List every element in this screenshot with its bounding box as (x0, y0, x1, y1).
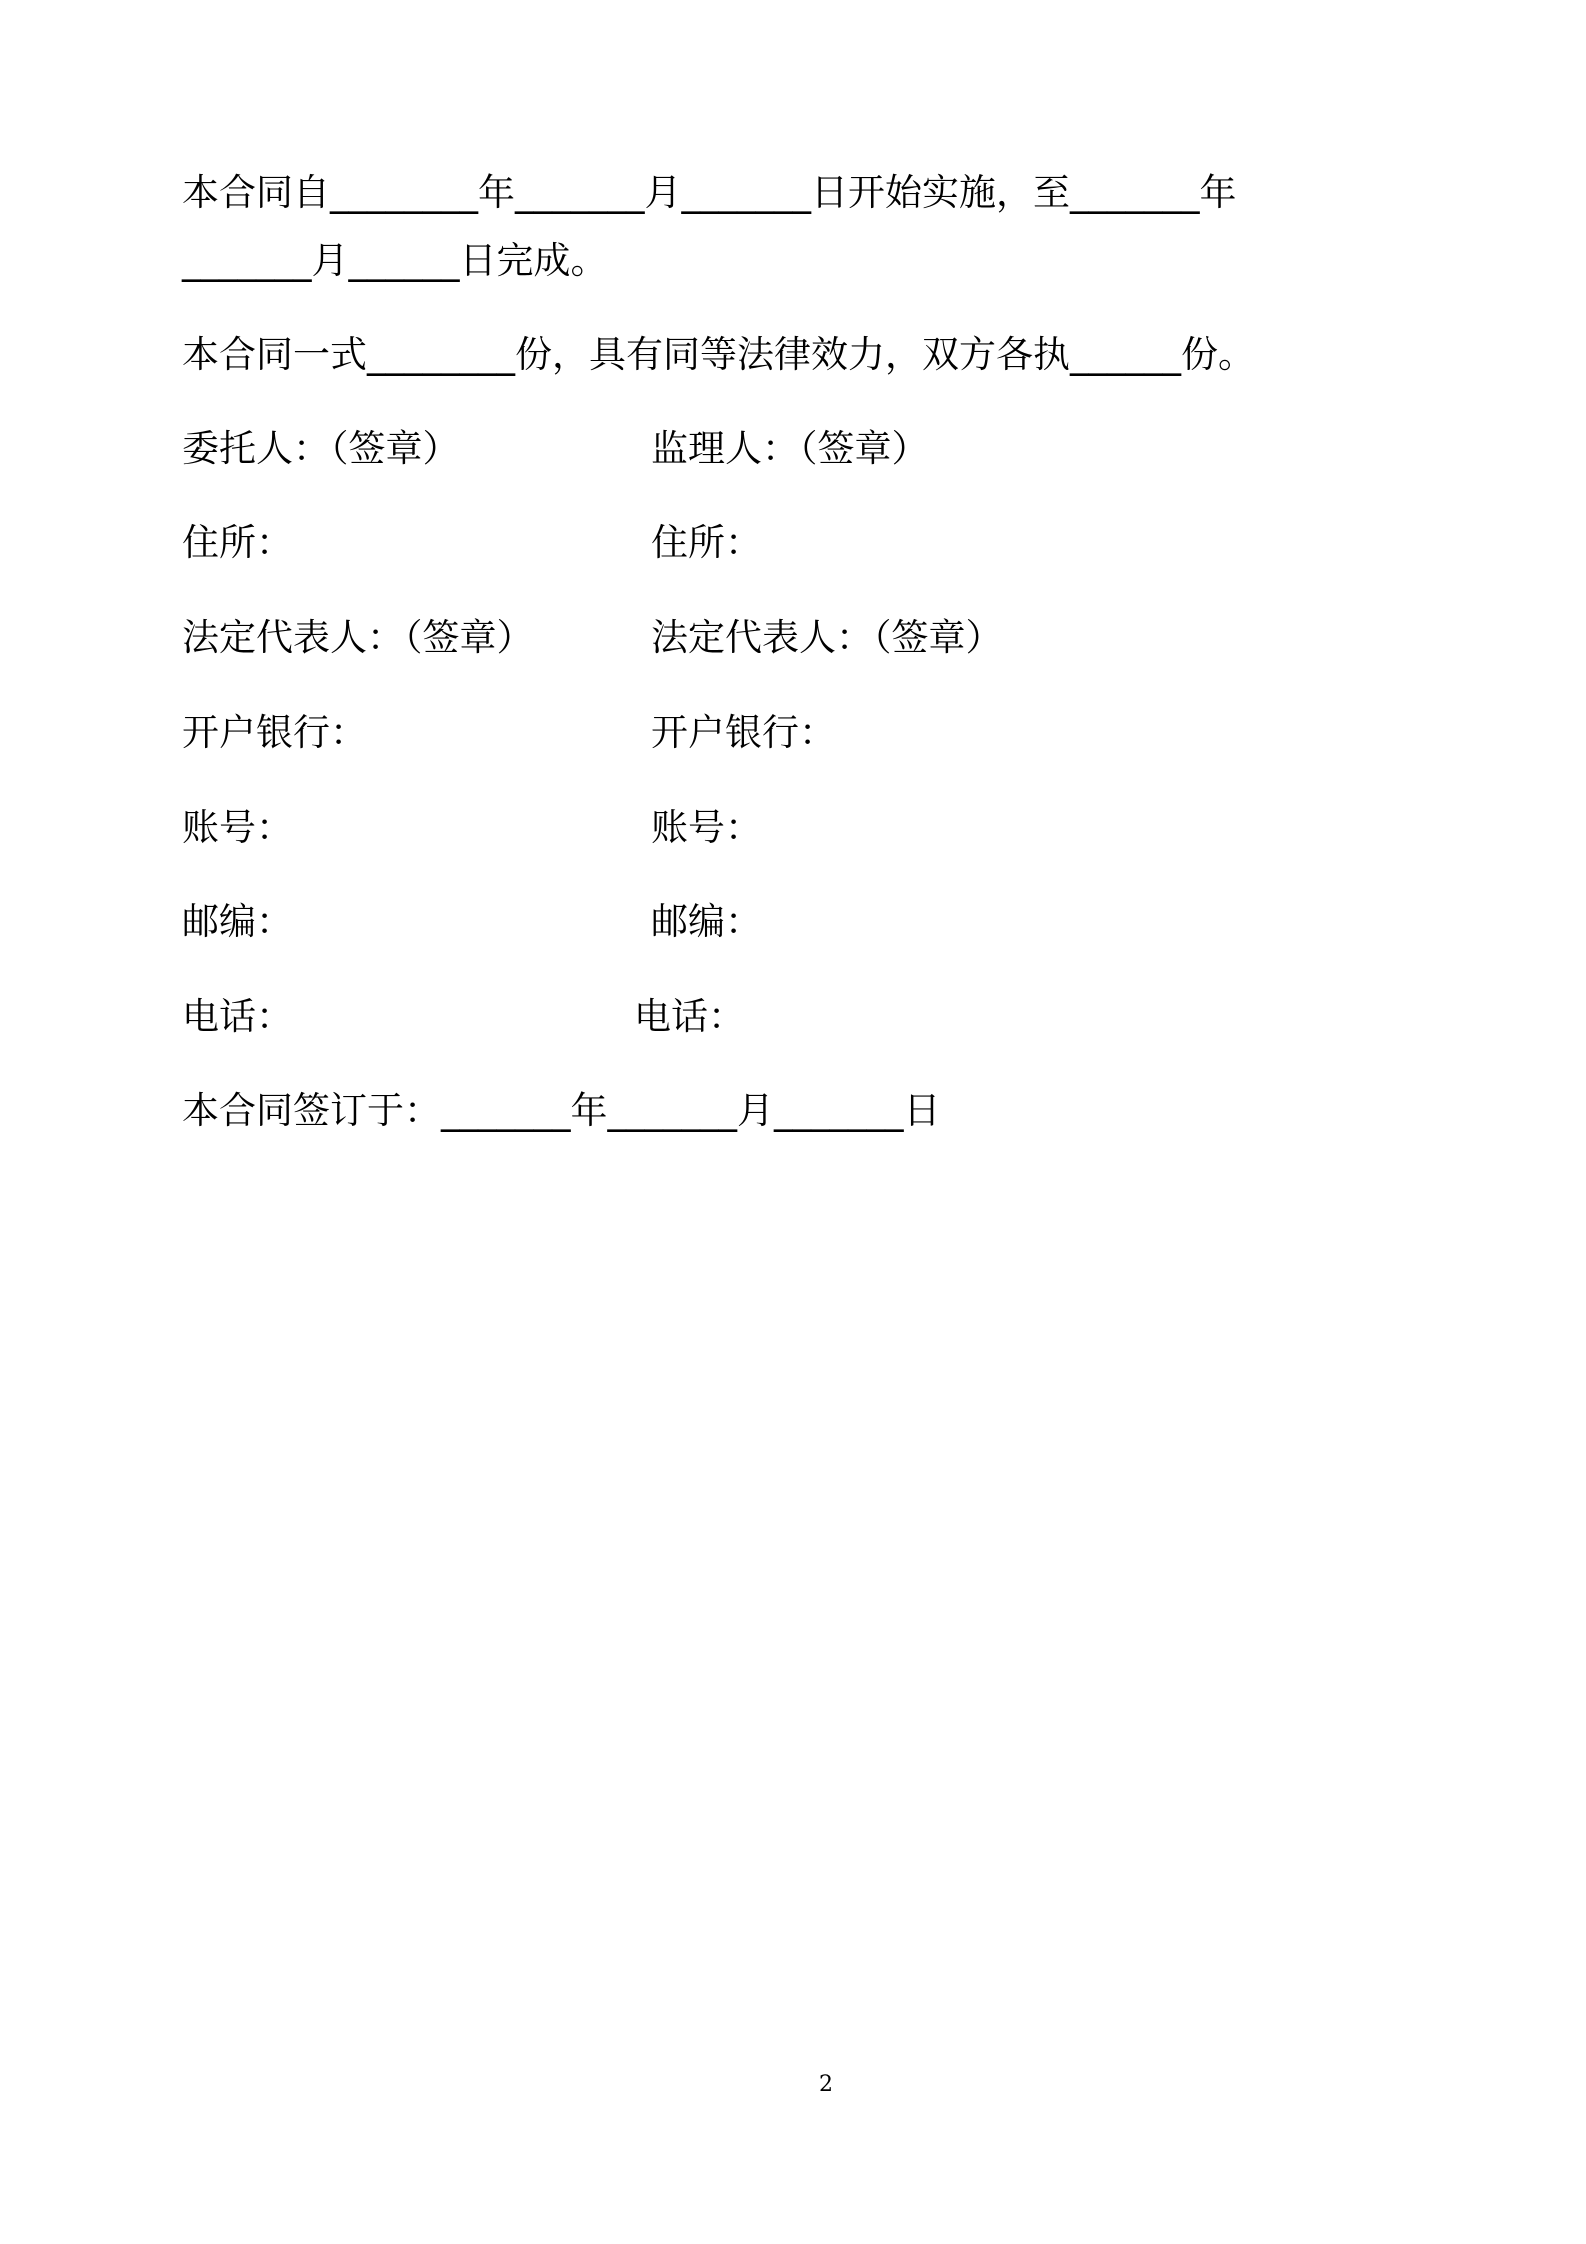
contract-period-line-1: 本合同自________年_______月_______日开始实施，至_______年 (182, 171, 1237, 214)
contract-period-line-2: _______月______日完成。 (182, 239, 608, 282)
contract-copies-line: 本合同一式________份，具有同等法律效力，双方各执______份。 (182, 333, 1255, 376)
supervisor-account-label: 账号： (651, 806, 762, 849)
client-signature-label: 委托人：（签章） (182, 427, 460, 470)
supervisor-bank-label: 开户银行： (651, 711, 836, 754)
client-phone-label: 电话： (182, 995, 293, 1038)
client-account-label: 账号： (182, 806, 293, 849)
client-postcode-label: 邮编： (182, 900, 293, 943)
supervisor-phone-label: 电话： (634, 995, 745, 1038)
supervisor-legal-rep-label: 法定代表人：（签章） (651, 616, 1003, 659)
signing-date-line: 本合同签订于：_______年_______月_______日 (182, 1089, 941, 1132)
supervisor-postcode-label: 邮编： (651, 900, 762, 943)
client-legal-rep-label: 法定代表人：（签章） (182, 616, 534, 659)
supervisor-address-label: 住所： (651, 521, 762, 564)
client-bank-label: 开户银行： (182, 711, 367, 754)
page-number: 2 (819, 2072, 833, 2097)
client-address-label: 住所： (182, 521, 293, 564)
supervisor-signature-label: 监理人：（签章） (651, 427, 929, 470)
